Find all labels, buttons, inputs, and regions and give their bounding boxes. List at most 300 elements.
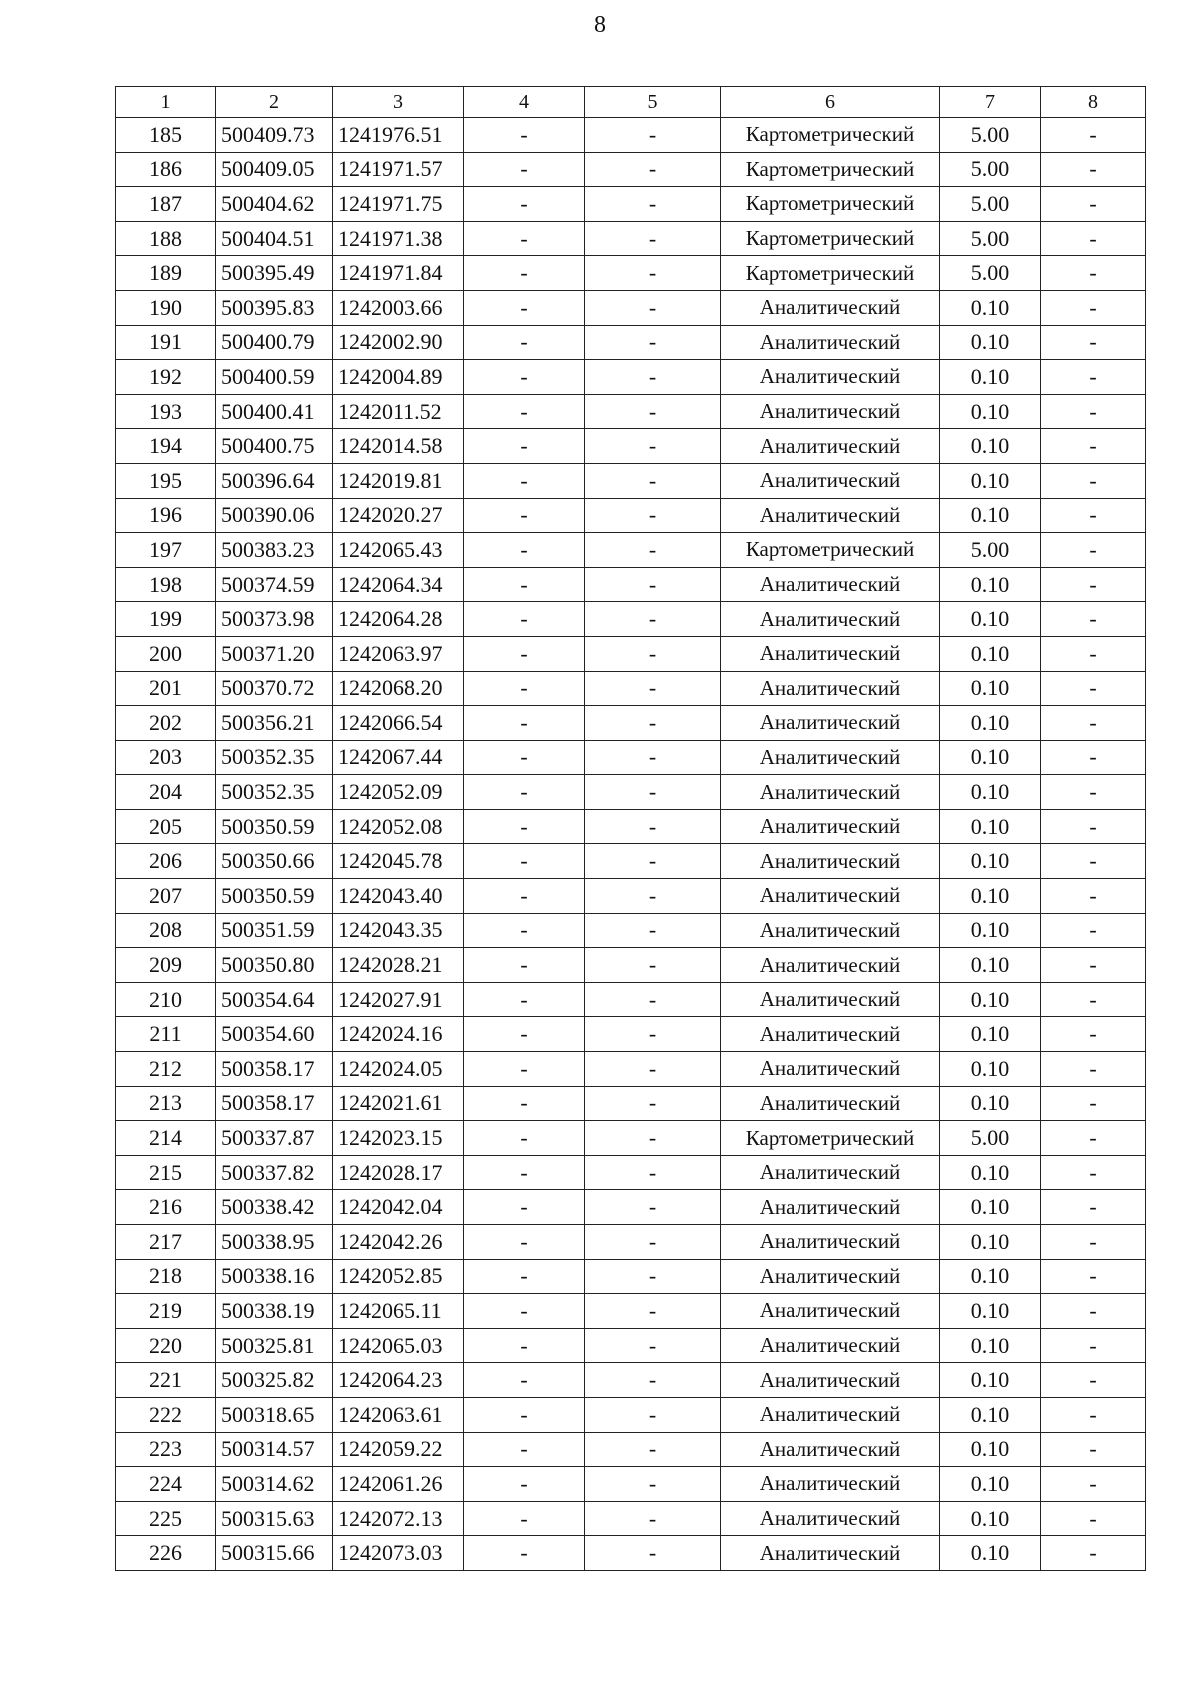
col8-cell: - xyxy=(1041,394,1146,429)
y-coordinate-cell: 1242023.15 xyxy=(333,1121,464,1156)
x-coordinate-cell: 500400.59 xyxy=(216,360,333,395)
y-coordinate-cell: 1242064.34 xyxy=(333,567,464,602)
point-number-cell: 204 xyxy=(116,775,216,810)
accuracy-cell: 0.10 xyxy=(940,844,1041,879)
x-coordinate-cell: 500400.75 xyxy=(216,429,333,464)
col4-cell: - xyxy=(464,1155,585,1190)
col4-cell: - xyxy=(464,1397,585,1432)
col4-cell: - xyxy=(464,221,585,256)
point-number-cell: 206 xyxy=(116,844,216,879)
col5-cell: - xyxy=(585,1363,721,1398)
accuracy-cell: 5.00 xyxy=(940,1121,1041,1156)
table-row xyxy=(116,948,1146,983)
method-cell: Аналитический xyxy=(721,636,940,671)
col5-cell: - xyxy=(585,982,721,1017)
point-number-cell: 216 xyxy=(116,1190,216,1225)
col8-cell: - xyxy=(1041,533,1146,568)
accuracy-cell: 0.10 xyxy=(940,1536,1041,1571)
accuracy-cell: 5.00 xyxy=(940,256,1041,291)
col5-cell: - xyxy=(585,775,721,810)
x-coordinate-cell: 500404.62 xyxy=(216,187,333,222)
col5-cell: - xyxy=(585,360,721,395)
y-coordinate-cell: 1241971.38 xyxy=(333,221,464,256)
y-coordinate-cell: 1242065.11 xyxy=(333,1294,464,1329)
y-coordinate-cell: 1242045.78 xyxy=(333,844,464,879)
col4-cell: - xyxy=(464,152,585,187)
col5-cell: - xyxy=(585,1017,721,1052)
col8-cell: - xyxy=(1041,1501,1146,1536)
accuracy-cell: 0.10 xyxy=(940,740,1041,775)
table-row xyxy=(116,1467,1146,1502)
col8-cell: - xyxy=(1041,463,1146,498)
col4-cell: - xyxy=(464,1294,585,1329)
table-row xyxy=(116,463,1146,498)
accuracy-cell: 0.10 xyxy=(940,1225,1041,1260)
col5-cell: - xyxy=(585,118,721,153)
point-number-cell: 209 xyxy=(116,948,216,983)
method-cell: Аналитический xyxy=(721,290,940,325)
col4-cell: - xyxy=(464,1017,585,1052)
point-number-cell: 203 xyxy=(116,740,216,775)
accuracy-cell: 5.00 xyxy=(940,152,1041,187)
method-cell: Картометрический xyxy=(721,533,940,568)
x-coordinate-cell: 500338.19 xyxy=(216,1294,333,1329)
accuracy-cell: 5.00 xyxy=(940,118,1041,153)
table-row xyxy=(116,1294,1146,1329)
x-coordinate-cell: 500409.73 xyxy=(216,118,333,153)
col8-cell: - xyxy=(1041,1017,1146,1052)
x-coordinate-cell: 500350.59 xyxy=(216,879,333,914)
y-coordinate-cell: 1242052.08 xyxy=(333,809,464,844)
col5-cell: - xyxy=(585,1190,721,1225)
y-coordinate-cell: 1242020.27 xyxy=(333,498,464,533)
point-number-cell: 219 xyxy=(116,1294,216,1329)
y-coordinate-cell: 1242024.16 xyxy=(333,1017,464,1052)
accuracy-cell: 0.10 xyxy=(940,636,1041,671)
col8-cell: - xyxy=(1041,982,1146,1017)
method-cell: Аналитический xyxy=(721,360,940,395)
point-number-cell: 221 xyxy=(116,1363,216,1398)
point-number-cell: 210 xyxy=(116,982,216,1017)
accuracy-cell: 0.10 xyxy=(940,429,1041,464)
col5-cell: - xyxy=(585,1294,721,1329)
x-coordinate-cell: 500409.05 xyxy=(216,152,333,187)
table-row xyxy=(116,1121,1146,1156)
accuracy-cell: 0.10 xyxy=(940,1086,1041,1121)
method-cell: Картометрический xyxy=(721,256,940,291)
col8-cell: - xyxy=(1041,118,1146,153)
method-cell: Картометрический xyxy=(721,187,940,222)
col5-cell: - xyxy=(585,290,721,325)
x-coordinate-cell: 500350.80 xyxy=(216,948,333,983)
table-row xyxy=(116,325,1146,360)
column-header: 7 xyxy=(940,87,1041,118)
header-row xyxy=(116,87,1146,118)
point-number-cell: 212 xyxy=(116,1052,216,1087)
y-coordinate-cell: 1241971.57 xyxy=(333,152,464,187)
y-coordinate-cell: 1242002.90 xyxy=(333,325,464,360)
accuracy-cell: 0.10 xyxy=(940,706,1041,741)
method-cell: Аналитический xyxy=(721,740,940,775)
col5-cell: - xyxy=(585,221,721,256)
col4-cell: - xyxy=(464,118,585,153)
y-coordinate-cell: 1242065.03 xyxy=(333,1328,464,1363)
accuracy-cell: 0.10 xyxy=(940,913,1041,948)
method-cell: Картометрический xyxy=(721,1121,940,1156)
x-coordinate-cell: 500352.35 xyxy=(216,740,333,775)
col5-cell: - xyxy=(585,1397,721,1432)
x-coordinate-cell: 500358.17 xyxy=(216,1086,333,1121)
y-coordinate-cell: 1242064.23 xyxy=(333,1363,464,1398)
table-row xyxy=(116,740,1146,775)
col5-cell: - xyxy=(585,463,721,498)
table-row xyxy=(116,221,1146,256)
accuracy-cell: 0.10 xyxy=(940,360,1041,395)
method-cell: Аналитический xyxy=(721,1328,940,1363)
col5-cell: - xyxy=(585,740,721,775)
col5-cell: - xyxy=(585,1259,721,1294)
point-number-cell: 205 xyxy=(116,809,216,844)
method-cell: Аналитический xyxy=(721,1086,940,1121)
col5-cell: - xyxy=(585,1155,721,1190)
col4-cell: - xyxy=(464,636,585,671)
col4-cell: - xyxy=(464,1225,585,1260)
col8-cell: - xyxy=(1041,256,1146,291)
col4-cell: - xyxy=(464,290,585,325)
accuracy-cell: 0.10 xyxy=(940,1052,1041,1087)
col8-cell: - xyxy=(1041,1294,1146,1329)
column-header: 1 xyxy=(116,87,216,118)
column-header: 6 xyxy=(721,87,940,118)
x-coordinate-cell: 500325.82 xyxy=(216,1363,333,1398)
col5-cell: - xyxy=(585,1121,721,1156)
y-coordinate-cell: 1242063.97 xyxy=(333,636,464,671)
point-number-cell: 214 xyxy=(116,1121,216,1156)
x-coordinate-cell: 500400.79 xyxy=(216,325,333,360)
table-row xyxy=(116,1536,1146,1571)
y-coordinate-cell: 1242073.03 xyxy=(333,1536,464,1571)
x-coordinate-cell: 500374.59 xyxy=(216,567,333,602)
table-body xyxy=(116,118,1146,1571)
table-row xyxy=(116,1259,1146,1294)
col8-cell: - xyxy=(1041,809,1146,844)
col4-cell: - xyxy=(464,325,585,360)
method-cell: Аналитический xyxy=(721,1225,940,1260)
col8-cell: - xyxy=(1041,290,1146,325)
col8-cell: - xyxy=(1041,1467,1146,1502)
point-number-cell: 218 xyxy=(116,1259,216,1294)
col5-cell: - xyxy=(585,187,721,222)
method-cell: Аналитический xyxy=(721,1363,940,1398)
col5-cell: - xyxy=(585,1052,721,1087)
method-cell: Аналитический xyxy=(721,1467,940,1502)
point-number-cell: 222 xyxy=(116,1397,216,1432)
method-cell: Аналитический xyxy=(721,567,940,602)
col8-cell: - xyxy=(1041,498,1146,533)
method-cell: Аналитический xyxy=(721,706,940,741)
coordinates-table xyxy=(115,86,1146,1571)
col8-cell: - xyxy=(1041,1397,1146,1432)
accuracy-cell: 0.10 xyxy=(940,1432,1041,1467)
x-coordinate-cell: 500396.64 xyxy=(216,463,333,498)
point-number-cell: 201 xyxy=(116,671,216,706)
col5-cell: - xyxy=(585,429,721,464)
table-row xyxy=(116,1432,1146,1467)
col8-cell: - xyxy=(1041,602,1146,637)
col4-cell: - xyxy=(464,394,585,429)
y-coordinate-cell: 1242003.66 xyxy=(333,290,464,325)
col8-cell: - xyxy=(1041,429,1146,464)
point-number-cell: 191 xyxy=(116,325,216,360)
col4-cell: - xyxy=(464,1052,585,1087)
table-row xyxy=(116,1190,1146,1225)
col4-cell: - xyxy=(464,671,585,706)
table-row xyxy=(116,1017,1146,1052)
x-coordinate-cell: 500337.82 xyxy=(216,1155,333,1190)
point-number-cell: 208 xyxy=(116,913,216,948)
point-number-cell: 217 xyxy=(116,1225,216,1260)
col5-cell: - xyxy=(585,602,721,637)
table-row xyxy=(116,1052,1146,1087)
col8-cell: - xyxy=(1041,360,1146,395)
col8-cell: - xyxy=(1041,740,1146,775)
col8-cell: - xyxy=(1041,913,1146,948)
table-row xyxy=(116,152,1146,187)
table-row xyxy=(116,1328,1146,1363)
col8-cell: - xyxy=(1041,1328,1146,1363)
y-coordinate-cell: 1242042.04 xyxy=(333,1190,464,1225)
col4-cell: - xyxy=(464,1328,585,1363)
x-coordinate-cell: 500325.81 xyxy=(216,1328,333,1363)
col8-cell: - xyxy=(1041,1259,1146,1294)
table-row xyxy=(116,844,1146,879)
table-row xyxy=(116,533,1146,568)
col4-cell: - xyxy=(464,1467,585,1502)
column-header: 3 xyxy=(333,87,464,118)
x-coordinate-cell: 500350.59 xyxy=(216,809,333,844)
col4-cell: - xyxy=(464,1536,585,1571)
table-row xyxy=(116,1086,1146,1121)
point-number-cell: 193 xyxy=(116,394,216,429)
col4-cell: - xyxy=(464,775,585,810)
point-number-cell: 213 xyxy=(116,1086,216,1121)
y-coordinate-cell: 1242028.17 xyxy=(333,1155,464,1190)
col8-cell: - xyxy=(1041,879,1146,914)
x-coordinate-cell: 500370.72 xyxy=(216,671,333,706)
col5-cell: - xyxy=(585,1536,721,1571)
col4-cell: - xyxy=(464,498,585,533)
y-coordinate-cell: 1242011.52 xyxy=(333,394,464,429)
col5-cell: - xyxy=(585,1432,721,1467)
method-cell: Аналитический xyxy=(721,809,940,844)
col4-cell: - xyxy=(464,913,585,948)
method-cell: Аналитический xyxy=(721,913,940,948)
method-cell: Аналитический xyxy=(721,671,940,706)
col4-cell: - xyxy=(464,187,585,222)
method-cell: Аналитический xyxy=(721,1155,940,1190)
col4-cell: - xyxy=(464,982,585,1017)
col5-cell: - xyxy=(585,256,721,291)
point-number-cell: 197 xyxy=(116,533,216,568)
x-coordinate-cell: 500338.95 xyxy=(216,1225,333,1260)
col4-cell: - xyxy=(464,533,585,568)
y-coordinate-cell: 1241971.75 xyxy=(333,187,464,222)
accuracy-cell: 0.10 xyxy=(940,1467,1041,1502)
col4-cell: - xyxy=(464,706,585,741)
method-cell: Аналитический xyxy=(721,775,940,810)
accuracy-cell: 0.10 xyxy=(940,1328,1041,1363)
x-coordinate-cell: 500318.65 xyxy=(216,1397,333,1432)
table-row xyxy=(116,498,1146,533)
y-coordinate-cell: 1241971.84 xyxy=(333,256,464,291)
table-row xyxy=(116,1501,1146,1536)
x-coordinate-cell: 500314.62 xyxy=(216,1467,333,1502)
col5-cell: - xyxy=(585,1328,721,1363)
method-cell: Аналитический xyxy=(721,1397,940,1432)
method-cell: Аналитический xyxy=(721,844,940,879)
table-row xyxy=(116,429,1146,464)
y-coordinate-cell: 1242068.20 xyxy=(333,671,464,706)
accuracy-cell: 0.10 xyxy=(940,463,1041,498)
x-coordinate-cell: 500338.16 xyxy=(216,1259,333,1294)
col4-cell: - xyxy=(464,429,585,464)
point-number-cell: 190 xyxy=(116,290,216,325)
x-coordinate-cell: 500395.49 xyxy=(216,256,333,291)
col4-cell: - xyxy=(464,1086,585,1121)
col8-cell: - xyxy=(1041,1052,1146,1087)
y-coordinate-cell: 1242064.28 xyxy=(333,602,464,637)
page-number: 8 xyxy=(594,12,606,38)
accuracy-cell: 0.10 xyxy=(940,879,1041,914)
col5-cell: - xyxy=(585,1501,721,1536)
y-coordinate-cell: 1242061.26 xyxy=(333,1467,464,1502)
method-cell: Аналитический xyxy=(721,1017,940,1052)
x-coordinate-cell: 500314.57 xyxy=(216,1432,333,1467)
point-number-cell: 225 xyxy=(116,1501,216,1536)
x-coordinate-cell: 500404.51 xyxy=(216,221,333,256)
y-coordinate-cell: 1242067.44 xyxy=(333,740,464,775)
col8-cell: - xyxy=(1041,1121,1146,1156)
col8-cell: - xyxy=(1041,775,1146,810)
col5-cell: - xyxy=(585,498,721,533)
col5-cell: - xyxy=(585,844,721,879)
col5-cell: - xyxy=(585,636,721,671)
y-coordinate-cell: 1242059.22 xyxy=(333,1432,464,1467)
col8-cell: - xyxy=(1041,1536,1146,1571)
method-cell: Аналитический xyxy=(721,879,940,914)
y-coordinate-cell: 1242065.43 xyxy=(333,533,464,568)
y-coordinate-cell: 1242066.54 xyxy=(333,706,464,741)
accuracy-cell: 0.10 xyxy=(940,394,1041,429)
accuracy-cell: 0.10 xyxy=(940,325,1041,360)
col4-cell: - xyxy=(464,567,585,602)
accuracy-cell: 0.10 xyxy=(940,290,1041,325)
col4-cell: - xyxy=(464,948,585,983)
column-header: 2 xyxy=(216,87,333,118)
point-number-cell: 192 xyxy=(116,360,216,395)
point-number-cell: 215 xyxy=(116,1155,216,1190)
method-cell: Аналитический xyxy=(721,498,940,533)
point-number-cell: 224 xyxy=(116,1467,216,1502)
col8-cell: - xyxy=(1041,671,1146,706)
accuracy-cell: 0.10 xyxy=(940,1155,1041,1190)
col5-cell: - xyxy=(585,671,721,706)
method-cell: Аналитический xyxy=(721,982,940,1017)
col4-cell: - xyxy=(464,879,585,914)
x-coordinate-cell: 500383.23 xyxy=(216,533,333,568)
x-coordinate-cell: 500338.42 xyxy=(216,1190,333,1225)
table-row xyxy=(116,118,1146,153)
col8-cell: - xyxy=(1041,567,1146,602)
point-number-cell: 211 xyxy=(116,1017,216,1052)
x-coordinate-cell: 500350.66 xyxy=(216,844,333,879)
table-row xyxy=(116,1397,1146,1432)
x-coordinate-cell: 500395.83 xyxy=(216,290,333,325)
point-number-cell: 226 xyxy=(116,1536,216,1571)
method-cell: Аналитический xyxy=(721,1501,940,1536)
method-cell: Аналитический xyxy=(721,1190,940,1225)
accuracy-cell: 0.10 xyxy=(940,602,1041,637)
col8-cell: - xyxy=(1041,844,1146,879)
x-coordinate-cell: 500352.35 xyxy=(216,775,333,810)
col5-cell: - xyxy=(585,879,721,914)
accuracy-cell: 0.10 xyxy=(940,948,1041,983)
col8-cell: - xyxy=(1041,1190,1146,1225)
col8-cell: - xyxy=(1041,325,1146,360)
point-number-cell: 220 xyxy=(116,1328,216,1363)
y-coordinate-cell: 1242021.61 xyxy=(333,1086,464,1121)
x-coordinate-cell: 500351.59 xyxy=(216,913,333,948)
col4-cell: - xyxy=(464,740,585,775)
col4-cell: - xyxy=(464,844,585,879)
y-coordinate-cell: 1242072.13 xyxy=(333,1501,464,1536)
y-coordinate-cell: 1242042.26 xyxy=(333,1225,464,1260)
method-cell: Аналитический xyxy=(721,1432,940,1467)
method-cell: Картометрический xyxy=(721,221,940,256)
point-number-cell: 223 xyxy=(116,1432,216,1467)
col4-cell: - xyxy=(464,360,585,395)
col8-cell: - xyxy=(1041,1363,1146,1398)
col4-cell: - xyxy=(464,1190,585,1225)
accuracy-cell: 0.10 xyxy=(940,1294,1041,1329)
col4-cell: - xyxy=(464,602,585,637)
method-cell: Аналитический xyxy=(721,1536,940,1571)
column-header: 5 xyxy=(585,87,721,118)
table-row xyxy=(116,636,1146,671)
accuracy-cell: 0.10 xyxy=(940,1397,1041,1432)
table-row xyxy=(116,671,1146,706)
col4-cell: - xyxy=(464,809,585,844)
x-coordinate-cell: 500390.06 xyxy=(216,498,333,533)
accuracy-cell: 0.10 xyxy=(940,671,1041,706)
accuracy-cell: 0.10 xyxy=(940,982,1041,1017)
y-coordinate-cell: 1242043.40 xyxy=(333,879,464,914)
accuracy-cell: 0.10 xyxy=(940,567,1041,602)
x-coordinate-cell: 500354.60 xyxy=(216,1017,333,1052)
accuracy-cell: 5.00 xyxy=(940,187,1041,222)
point-number-cell: 202 xyxy=(116,706,216,741)
point-number-cell: 207 xyxy=(116,879,216,914)
point-number-cell: 196 xyxy=(116,498,216,533)
method-cell: Аналитический xyxy=(721,948,940,983)
accuracy-cell: 5.00 xyxy=(940,533,1041,568)
col8-cell: - xyxy=(1041,1432,1146,1467)
col4-cell: - xyxy=(464,1501,585,1536)
col5-cell: - xyxy=(585,567,721,602)
accuracy-cell: 0.10 xyxy=(940,498,1041,533)
col8-cell: - xyxy=(1041,1086,1146,1121)
col8-cell: - xyxy=(1041,1225,1146,1260)
